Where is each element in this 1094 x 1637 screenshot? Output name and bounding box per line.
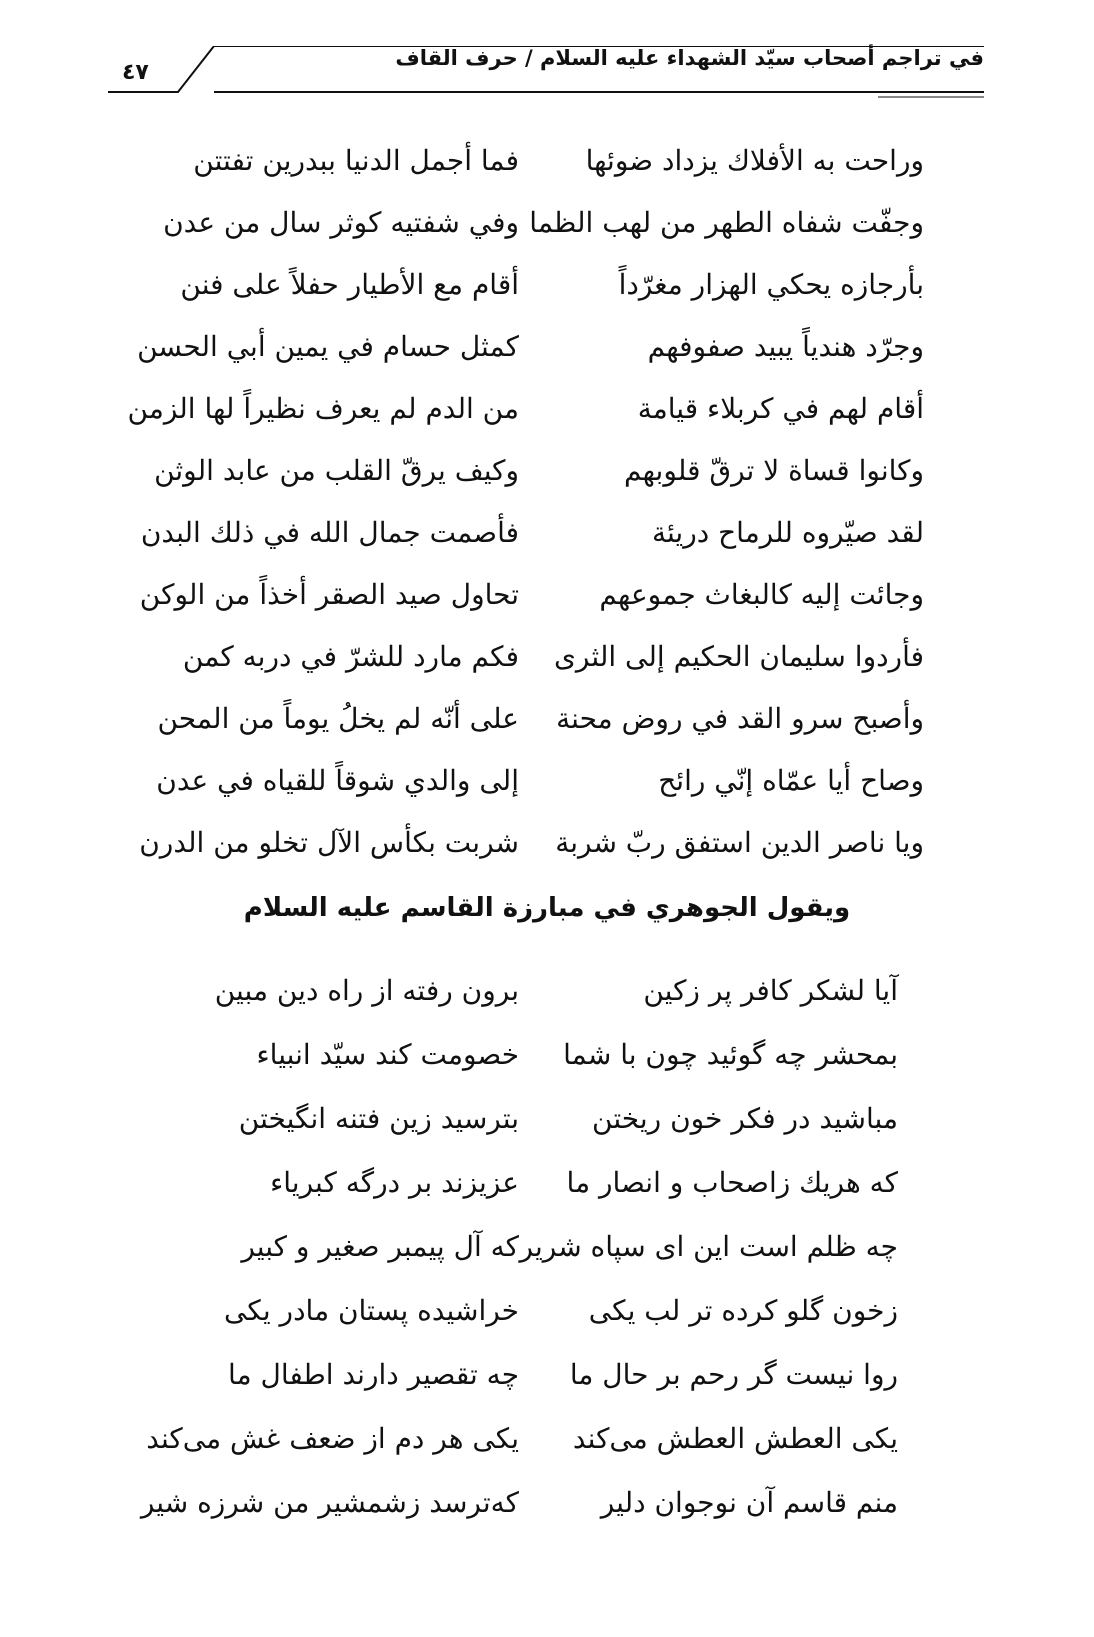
verse <box>0 1152 1094 1216</box>
first-hemistich: بأرجازه يحكي الهزار مغرّداً <box>618 268 924 301</box>
verse <box>0 1280 1094 1344</box>
verse <box>0 1408 1094 1472</box>
first-hemistich: لقد صيّروه للرماح دريئة <box>651 516 924 549</box>
verse <box>0 192 1094 254</box>
second-hemistich: فكم مارد للشرّ في دربه كمن <box>182 640 519 673</box>
first-hemistich: فأردوا سليمان الحكيم إلى الثرى <box>554 640 924 673</box>
running-title: في تراجم أصحاب سيّد الشهداء عليه السلام / حرف القاف <box>395 46 984 70</box>
section-heading: ويقول الجوهري في مبارزة القاسم عليه السلام <box>243 893 851 923</box>
first-hemistich: زخون گلو كرده تر لب يكى <box>588 1294 898 1327</box>
second-hemistich: كه‌ترسد زشمشير من شرزه شير <box>140 1486 519 1519</box>
first-hemistich: چه ظلم است اين اى سپاه شرير <box>519 1230 898 1263</box>
second-hemistich: كمثل حسام في يمين أبي الحسن <box>137 330 519 363</box>
first-hemistich: آيا لشكر كافر پر زكين <box>643 974 898 1007</box>
poem-persian <box>0 960 1094 1536</box>
first-hemistich: ويا ناصر الدين استفق ربّ شربة <box>555 826 924 859</box>
verse <box>0 1088 1094 1152</box>
verse <box>0 1472 1094 1536</box>
second-hemistich: وكيف يرقّ القلب من عابد الوثن <box>154 454 519 487</box>
poem-arabic <box>0 130 1094 874</box>
second-hemistich: فأصمت جمال الله في ذلك البدن <box>140 516 519 549</box>
verse <box>0 750 1094 812</box>
first-hemistich: وأصبح سرو القد في روض محنة <box>556 702 924 735</box>
page-number: ٤٧ <box>122 60 149 85</box>
first-hemistich: وصاح أيا عمّاه إنّي رائح <box>658 764 924 797</box>
verse <box>0 316 1094 378</box>
first-hemistich: وجفّت شفاه الطهر من لهب الظما <box>529 206 924 239</box>
first-hemistich: منم قاسم آن نوجوان دلير <box>600 1486 898 1519</box>
verse <box>0 812 1094 874</box>
second-hemistich: خصومت كند سيّد انبياء <box>256 1038 519 1071</box>
second-hemistich: أقام مع الأطيار حفلاً على فنن <box>180 268 519 301</box>
verse <box>0 1344 1094 1408</box>
second-hemistich: إلى والدي شوقاً للقياه في عدن <box>156 764 519 797</box>
second-hemistich: من الدم لم يعرف نظيراً لها الزمن <box>127 392 519 425</box>
second-hemistich: عزيزند بر درگه كبرياء <box>270 1166 519 1199</box>
verse <box>0 1216 1094 1280</box>
verse <box>0 440 1094 502</box>
verse <box>0 130 1094 192</box>
first-hemistich: وجرّد هندياً يبيد صفوفهم <box>647 330 924 363</box>
first-hemistich: روا نيست گر رحم بر حال ما <box>569 1358 898 1391</box>
verse <box>0 254 1094 316</box>
verse <box>0 960 1094 1024</box>
first-hemistich: كه هريك زاصحاب و انصار ما <box>566 1166 898 1199</box>
second-hemistich: خراشيده پستان مادر يكى <box>224 1294 519 1327</box>
second-hemistich: فما أجمل الدنيا ببدرين تفتتن <box>193 144 519 177</box>
second-hemistich: برون رفته از راه دين مبين <box>214 974 519 1007</box>
verse <box>0 564 1094 626</box>
first-hemistich: مباشيد در فكر خون ريختن <box>592 1102 898 1135</box>
first-hemistich: وراحت به الأفلاك يزداد ضوئها <box>585 144 924 177</box>
verse <box>0 688 1094 750</box>
second-hemistich: بترسيد زين فتنه انگيختن <box>238 1102 519 1135</box>
verse <box>0 502 1094 564</box>
second-hemistich: على أنّه لم يخلُ يوماً من المحن <box>157 702 519 735</box>
running-header <box>108 46 984 98</box>
first-hemistich: أقام لهم في كربلاء قيامة <box>637 392 924 425</box>
first-hemistich: وجائت إليه كالبغاث جموعهم <box>599 578 924 611</box>
first-hemistich: بمحشر چه گوئيد چون با شما <box>563 1038 898 1071</box>
second-hemistich: يكى هر دم از ضعف غش مى‌كند <box>146 1422 519 1455</box>
second-hemistich: وفي شفتيه كوثر سال من عدن <box>163 206 519 239</box>
second-hemistich: كه آل پيمبر صغير و كبير <box>241 1230 519 1263</box>
first-hemistich: يكى العطش العطش مى‌كند <box>572 1422 898 1455</box>
verse <box>0 626 1094 688</box>
second-hemistich: تحاول صيد الصقر أخذاً من الوكن <box>139 578 519 611</box>
second-hemistich: شربت بكأس الآل تخلو من الدرن <box>139 826 519 859</box>
second-hemistich: چه تقصير دارند اطفال ما <box>228 1358 519 1391</box>
verse <box>0 1024 1094 1088</box>
verse <box>0 378 1094 440</box>
first-hemistich: وكانوا قساة لا ترقّ قلوبهم <box>624 454 924 487</box>
